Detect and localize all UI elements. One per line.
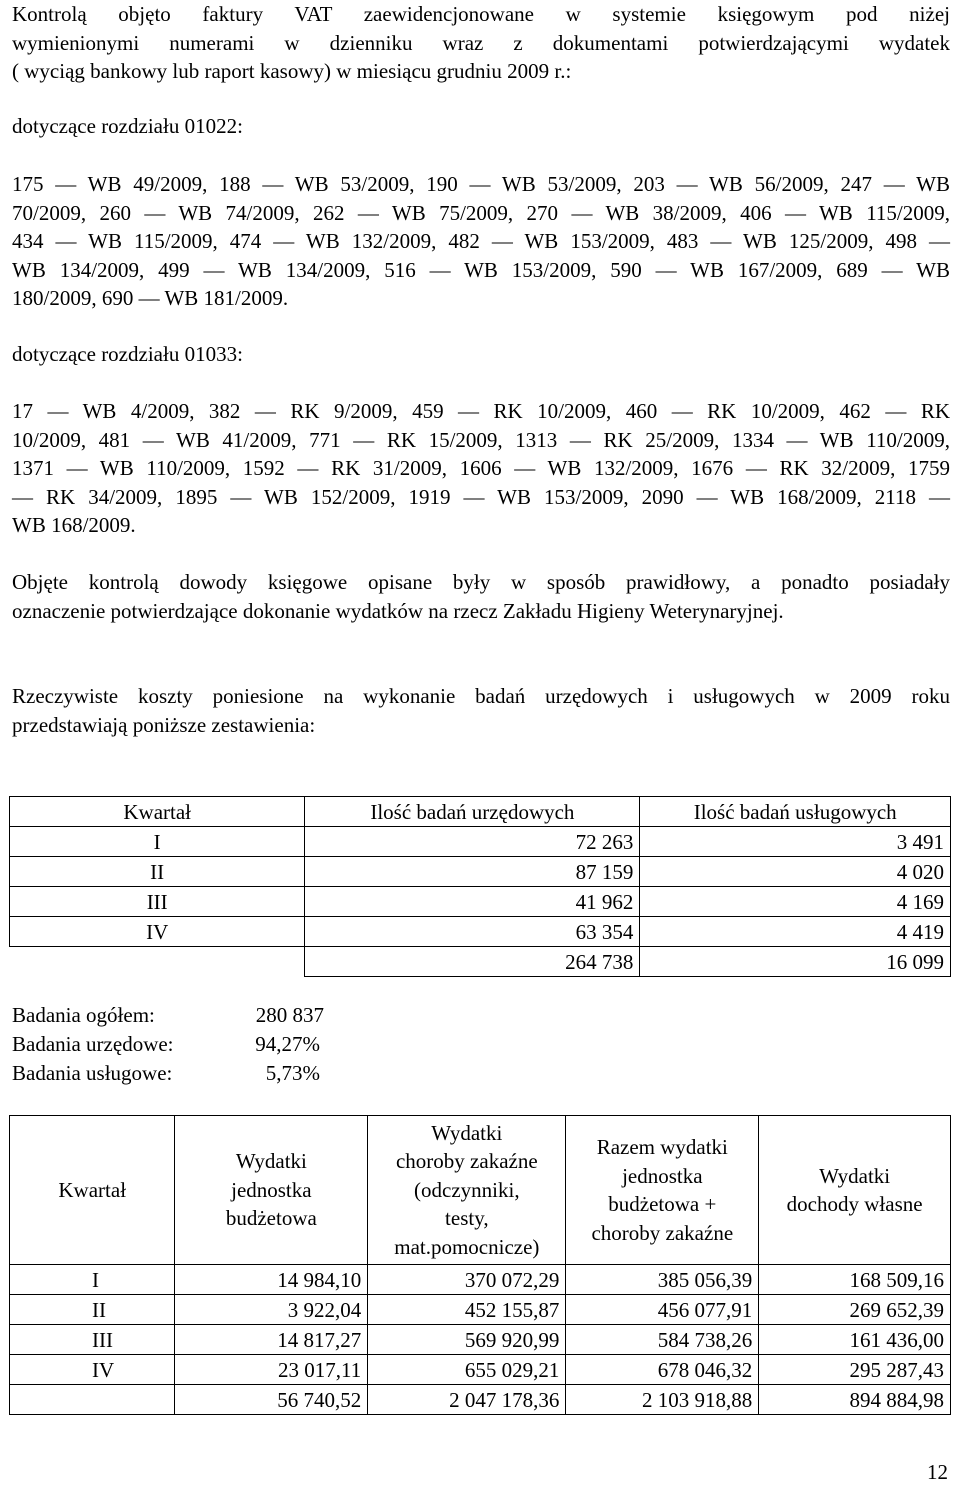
quarter-cell: IV	[10, 917, 305, 947]
service-tests-total: 16 099	[640, 947, 951, 977]
summary-value: 280 837	[255, 1003, 324, 1027]
total-expense-cell: 678 046,32	[566, 1355, 759, 1385]
intro-line: Kontrolą objęto faktury VAT zaewidencjonowane w systemie księgowym pod niżej	[12, 2, 950, 26]
service-tests-cell: 4 169	[640, 887, 951, 917]
disease-expense-cell: 370 072,29	[368, 1265, 566, 1295]
doc-ref-line: 70/2009, 260 — WB 74/2009, 262 — WB 75/2009, 270 — WB 38/2009, 406 — WB 115/2009,	[12, 200, 950, 225]
header-line: jednostka	[231, 1177, 312, 1202]
doc-ref-line: WB 134/2009, 499 — WB 134/2009, 516 — WB 153/2009, 590 — WB 167/2009, 689 — WB	[12, 257, 950, 282]
table-header-cell	[566, 1116, 759, 1265]
budget-expense-total: 56 740,52	[175, 1385, 368, 1415]
own-income-expense-cell: 295 287,43	[759, 1355, 951, 1385]
quarter-cell: II	[10, 1295, 175, 1325]
header-line: Wydatki	[431, 1120, 503, 1145]
header-line: testy,	[445, 1206, 489, 1231]
table-header-row	[10, 1116, 951, 1265]
table-row	[10, 917, 951, 947]
doc-ref-line: 1371 — WB 110/2009, 1592 — RK 31/2009, 1606 — WB 132/2009, 1676 — RK 32/2009, 1759	[12, 456, 950, 480]
table-row	[10, 887, 951, 917]
quarter-cell: II	[10, 857, 305, 887]
summary-value: 5,73%	[265, 1061, 320, 1085]
disease-expense-total: 2 047 178,36	[368, 1385, 566, 1415]
header-line: budżetowa	[225, 1206, 317, 1231]
header-line: jednostka	[622, 1163, 703, 1188]
header-line: Kwartał	[58, 1177, 127, 1202]
summary-label: Badania ogółem:	[12, 1003, 155, 1027]
expenses-table	[9, 1115, 951, 1415]
doc-ref-line: 175 — WB 49/2009, 188 — WB 53/2009, 190 — WB 53/2009, 203 — WB 56/2009, 247 — WB	[12, 172, 950, 196]
paragraph-line: Rzeczywiste koszty poniesione na wykonanie badań urzędowych i usługowych w 2009 roku	[12, 684, 950, 708]
quarter-cell: I	[10, 827, 305, 857]
service-tests-cell: 4 419	[640, 917, 951, 947]
official-tests-cell: 72 263	[305, 827, 640, 857]
service-tests-cell: 3 491	[640, 827, 951, 857]
intro-line: ( wyciąg bankowy lub raport kasowy) w miesiącu grudniu 2009 r.:	[12, 59, 572, 83]
own-income-expense-total: 894 884,98	[759, 1385, 951, 1415]
header-line: choroby zakaźne	[591, 1220, 734, 1245]
doc-ref-line: 17 — WB 4/2009, 382 — RK 9/2009, 459 — RK 10/2009, 460 — RK 10/2009, 462 — RK	[12, 399, 950, 423]
own-income-expense-cell: 168 509,16	[759, 1265, 951, 1295]
official-tests-cell: 63 354	[305, 917, 640, 947]
table-total-row	[10, 947, 951, 977]
paragraph-line: Objęte kontrolą dowody księgowe opisane były w sposób prawidłowy, a ponadto posiadały	[12, 570, 950, 594]
tests-summary	[12, 1001, 332, 1088]
doc-ref-line: — RK 34/2009, 1895 — WB 152/2009, 1919 — WB 153/2009, 2090 — WB 168/2009, 2118 —	[12, 484, 950, 509]
quarter-cell: III	[10, 1325, 175, 1355]
section-01022-list	[12, 170, 950, 313]
doc-ref-line: 434 — WB 115/2009, 474 — WB 132/2009, 482 — WB 153/2009, 483 — WB 125/2009, 498 —	[12, 229, 950, 253]
costs-intro-paragraph	[12, 682, 950, 739]
total-expense-total: 2 103 918,88	[566, 1385, 759, 1415]
summary-label: Badania urzędowe:	[12, 1032, 174, 1056]
intro-line: wymienionymi numerami w dzienniku wraz z dokumentami potwierdzającymi wydatek	[12, 30, 950, 55]
official-tests-cell: 41 962	[305, 887, 640, 917]
budget-expense-cell: 23 017,11	[175, 1355, 368, 1385]
doc-ref-line: 10/2009, 481 — WB 41/2009, 771 — RK 15/2009, 1313 — RK 25/2009, 1334 — WB 110/2009,	[12, 427, 950, 452]
header-line: choroby zakaźne	[395, 1149, 538, 1174]
doc-ref-line: WB 168/2009.	[12, 513, 136, 537]
table-row	[10, 1355, 951, 1385]
header-line: (odczynniki,	[414, 1177, 520, 1202]
header-line: Wydatki	[819, 1163, 891, 1188]
paragraph-line: oznaczenie potwierdzające dokonanie wydatków na rzecz Zakładu Higieny Weterynaryjnej.	[12, 598, 784, 623]
header-line: mat.pomocnicze)	[394, 1234, 540, 1259]
table-header-cell	[175, 1116, 368, 1265]
table-row	[10, 827, 951, 857]
table-header-row	[10, 797, 951, 827]
official-tests-cell: 87 159	[305, 857, 640, 887]
page-number: 12	[927, 1460, 948, 1484]
quarter-cell: I	[10, 1265, 175, 1295]
total-expense-cell: 456 077,91	[566, 1295, 759, 1325]
paragraph-line: przedstawiają poniższe zestawienia:	[12, 712, 316, 737]
quarter-cell: IV	[10, 1355, 175, 1385]
summary-label: Badania usługowe:	[12, 1061, 173, 1085]
section-01022-heading: dotyczące rozdziału 01022:	[12, 114, 243, 138]
disease-expense-cell: 569 920,99	[368, 1325, 566, 1355]
table-row	[10, 1325, 951, 1355]
header-line: budżetowa +	[608, 1192, 717, 1216]
summary-row	[12, 1030, 332, 1059]
official-tests-total: 264 738	[305, 947, 640, 977]
tests-count-table	[9, 796, 951, 977]
total-label-cell	[10, 947, 305, 977]
table-row	[10, 857, 951, 887]
quarter-cell: III	[10, 887, 305, 917]
intro-paragraph	[12, 0, 950, 86]
service-tests-cell: 4 020	[640, 857, 951, 887]
total-label-cell	[10, 1385, 175, 1415]
own-income-expense-cell: 269 652,39	[759, 1295, 951, 1325]
table-header-cell: Ilość badań urzędowych	[305, 797, 640, 827]
table-total-row	[10, 1385, 951, 1415]
total-expense-cell: 584 738,26	[566, 1325, 759, 1355]
table-row	[10, 1265, 951, 1295]
table-header-cell: Ilość badań usługowych	[640, 797, 951, 827]
table-header-cell	[368, 1116, 566, 1265]
verification-paragraph	[12, 568, 950, 625]
header-line: Wydatki	[235, 1149, 307, 1174]
summary-row	[12, 1059, 332, 1088]
table-header-cell	[759, 1116, 951, 1265]
summary-value: 94,27%	[255, 1032, 320, 1056]
table-header-cell	[10, 1116, 175, 1265]
disease-expense-cell: 655 029,21	[368, 1355, 566, 1385]
table-header-cell: Kwartał	[10, 797, 305, 827]
budget-expense-cell: 14 984,10	[175, 1265, 368, 1295]
own-income-expense-cell: 161 436,00	[759, 1325, 951, 1355]
disease-expense-cell: 452 155,87	[368, 1295, 566, 1325]
header-line: dochody własne	[786, 1192, 923, 1216]
budget-expense-cell: 14 817,27	[175, 1325, 368, 1355]
summary-row	[12, 1001, 332, 1030]
header-line: Razem wydatki	[596, 1135, 728, 1159]
section-01033-heading: dotyczące rozdziału 01033:	[12, 342, 243, 366]
table-row	[10, 1295, 951, 1325]
budget-expense-cell: 3 922,04	[175, 1295, 368, 1325]
doc-ref-line: 180/2009, 690 — WB 181/2009.	[12, 286, 289, 310]
section-01033-list	[12, 397, 950, 540]
total-expense-cell: 385 056,39	[566, 1265, 759, 1295]
